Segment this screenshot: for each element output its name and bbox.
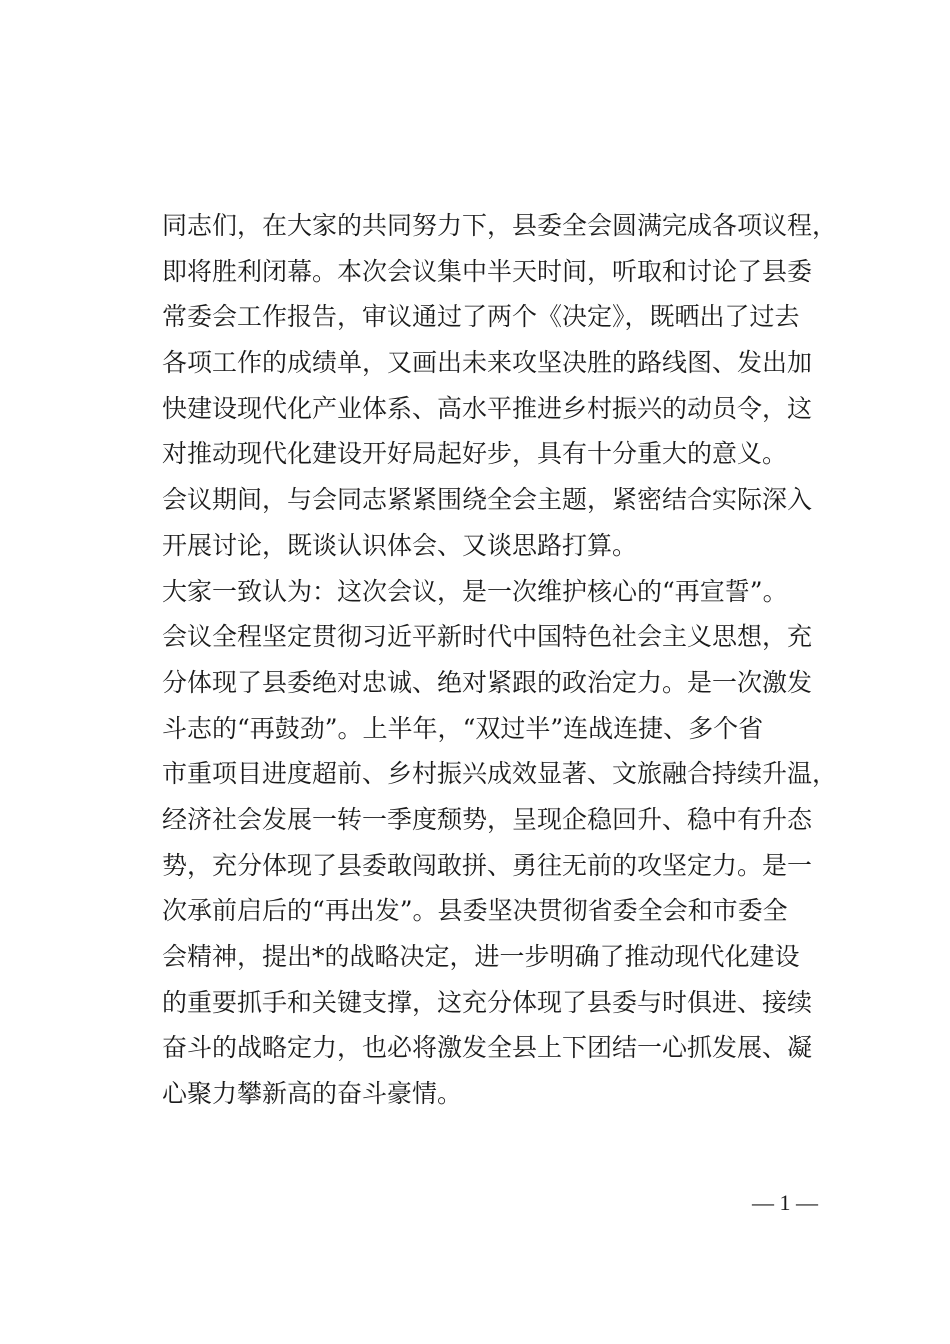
body-text [162,203,852,1117]
text-line: 即将胜利闭幕。本次会议集中半天时间，听取和讨论了县委 [162,256,813,286]
text-line: 的重要抓手和关键支撑，这充分体现了县委与时俱进、接续 [162,987,813,1017]
text-line: 同志们，在大家的共同努力下，县委全会圆满完成各项议程， [162,211,838,240]
page-number: — 1 — [752,1190,818,1215]
text-line: 快建设现代化产业体系、高水平推进乡村振兴的动员令，这 [162,393,813,423]
text-line: 势，充分体现了县委敢闯敢拼、勇往无前的攻坚定力。是一 [162,850,813,880]
text-line: 会精神，提出*的战略决定，进一步明确了推动现代化建设 [162,942,800,971]
text-line: 心聚力攀新高的奋斗豪情。 [162,1079,463,1109]
text-line: 分体现了县委绝对忠诚、绝对紧跟的政治定力。是一次激发 [162,667,813,697]
text-line: 各项工作的成绩单，又画出未来攻坚决胜的路线图、发出加 [162,348,813,378]
text-line: 奋斗的战略定力，也必将激发全县上下团结一心抓发展、凝 [162,1033,813,1063]
text-line: 市重项目进度超前、乡村振兴成效显著、文旅融合持续升温， [162,759,838,789]
text-line: 会议全程坚定贯彻习近平新时代中国特色社会主义思想，充 [162,622,813,652]
text-line: 常委会工作报告，审议通过了两个《决定》，既晒出了过去 [162,302,800,332]
text-line: 开展讨论，既谈认识体会、又谈思路打算。 [162,530,638,560]
text-line: 会议期间，与会同志紧紧围绕全会主题，紧密结合实际深入 [162,485,813,515]
text-line: 斗志的“再鼓劲”。上半年，“双过半”连战连捷、多个省 [162,713,764,743]
text-line: 大家一致认为：这次会议，是一次维护核心的“再宣誓”。 [162,576,788,606]
text-line: 经济社会发展一转一季度颓势，呈现企稳回升、稳中有升态 [162,804,813,834]
text-line: 次承前启后的“再出发”。县委坚决贯彻省委全会和市委全 [162,896,788,926]
text-line: 对推动现代化建设开好局起好步，具有十分重大的意义。 [162,439,788,469]
